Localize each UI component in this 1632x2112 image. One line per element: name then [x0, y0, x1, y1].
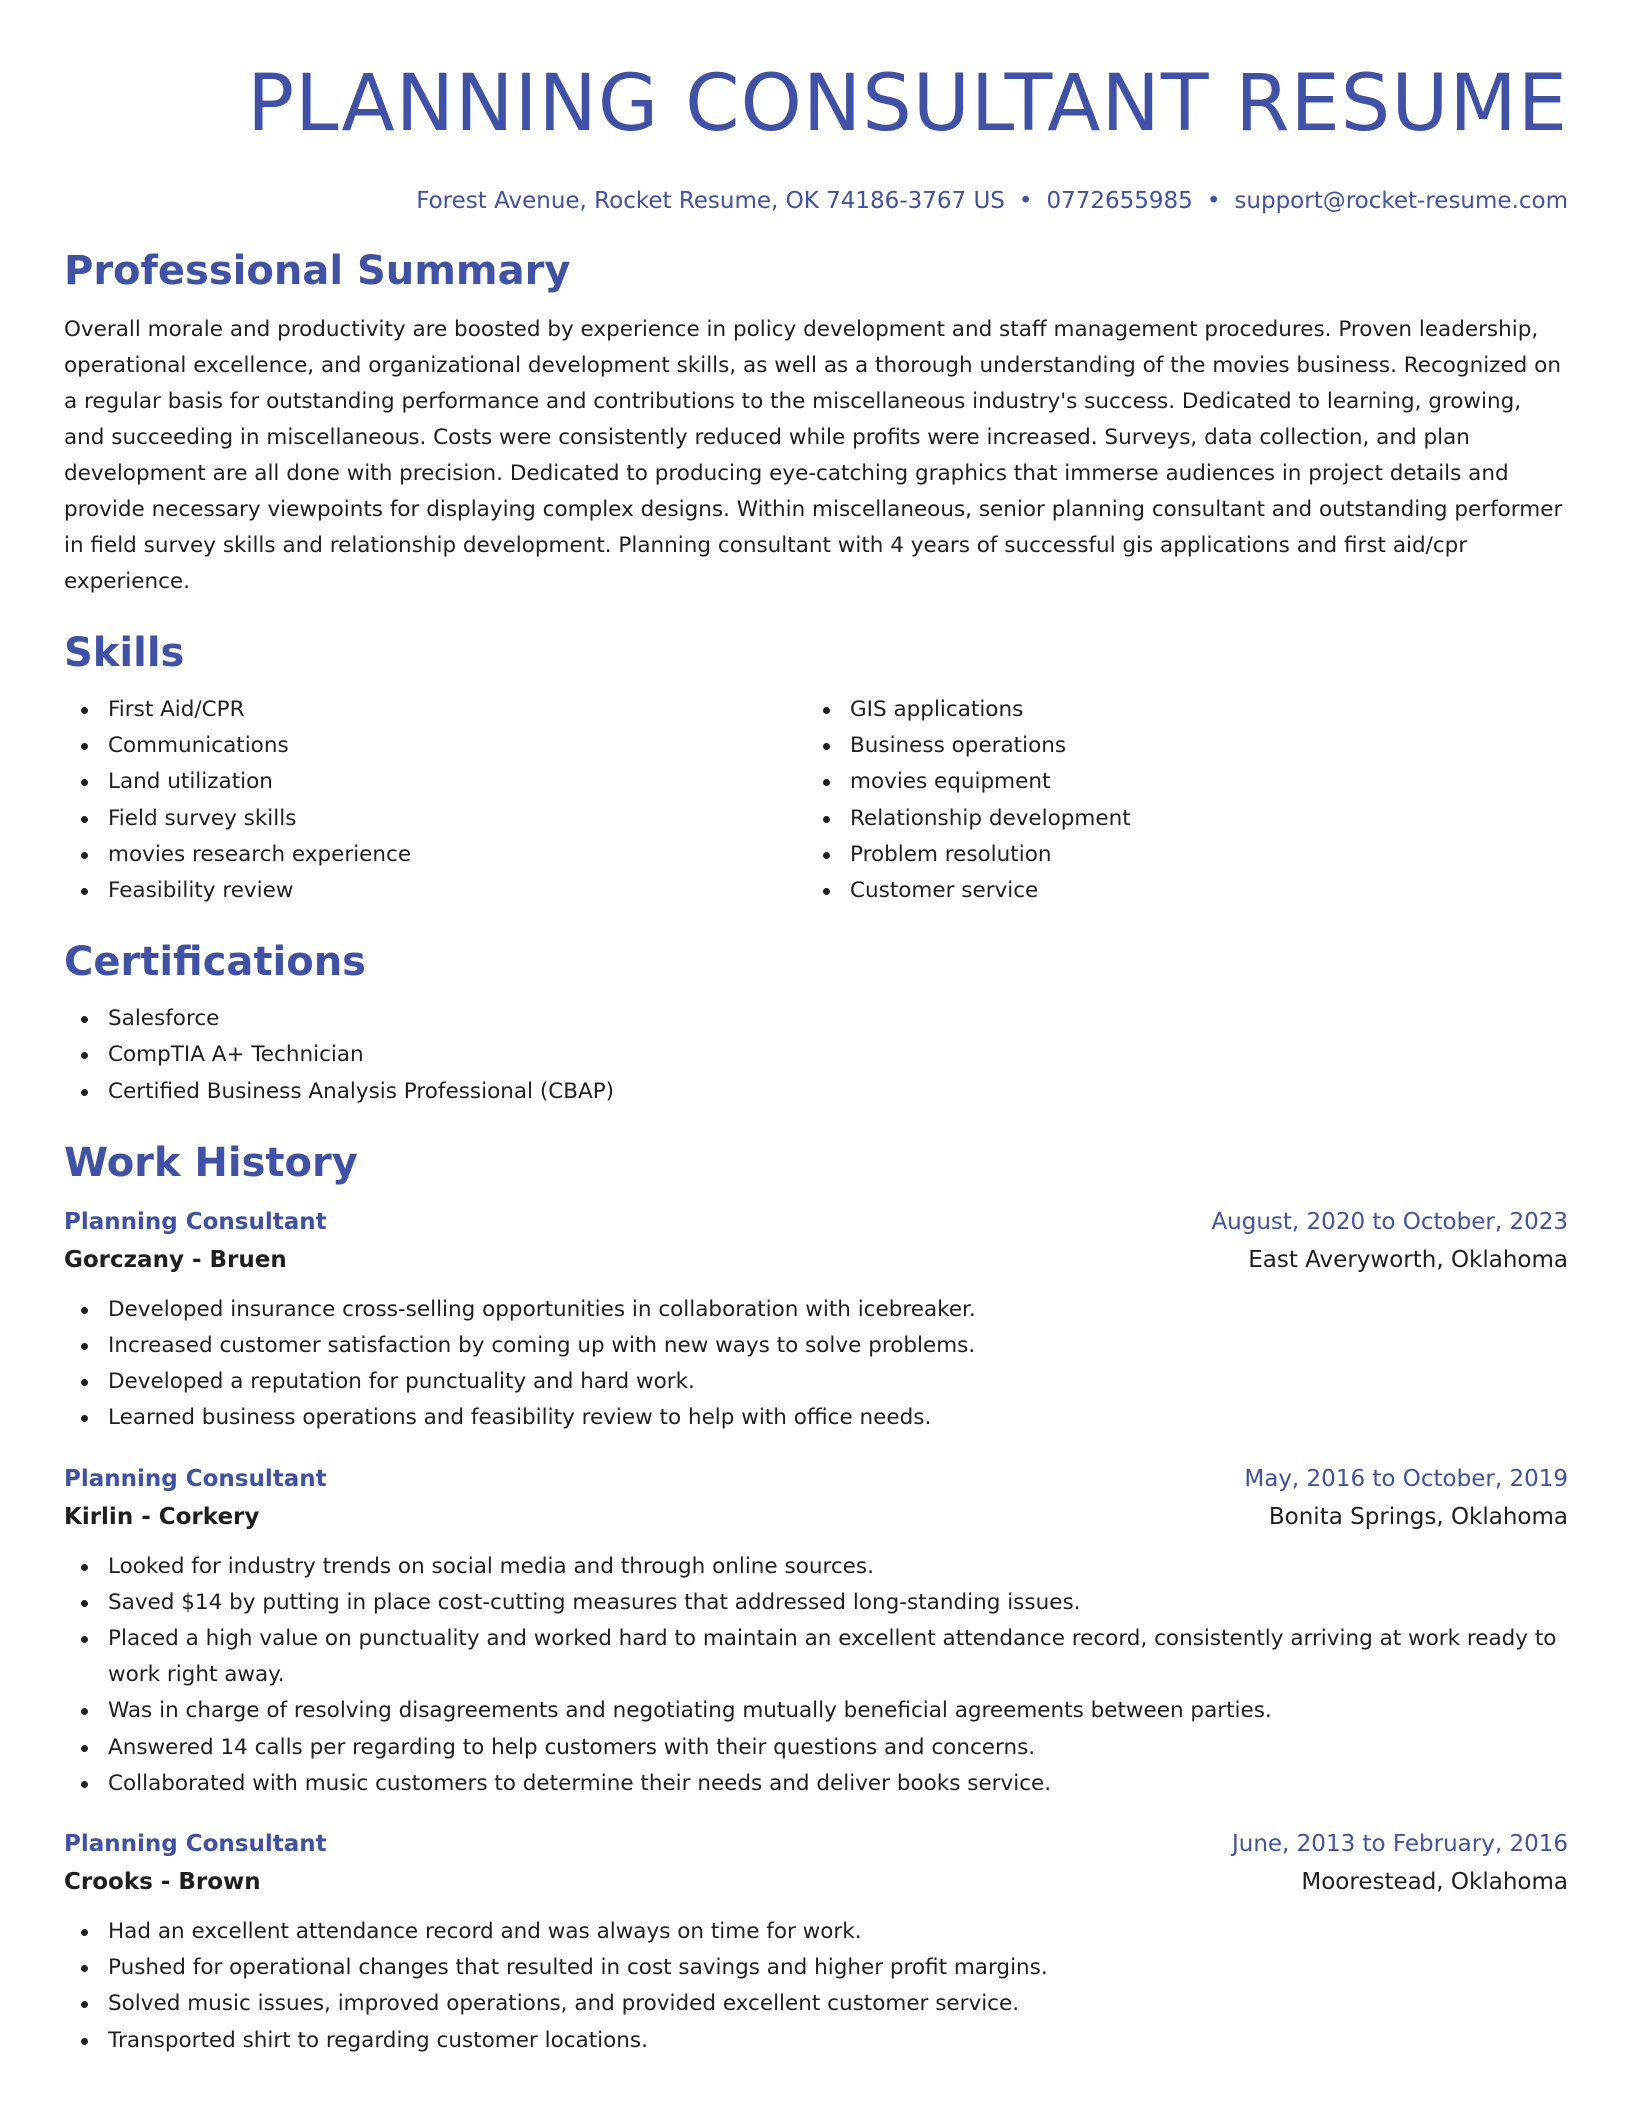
resume-page: [64, 0, 1568, 2059]
job-company: Gorczany - Bruen: [64, 1246, 287, 1273]
job-bullet: Developed insurance cross-selling opportunities in collaboration with icebreaker.: [64, 1292, 1568, 1328]
job-company: Crooks - Brown: [64, 1869, 261, 1896]
job-bullet: Solved music issues, improved operations, and provided excellent customer service.: [64, 1986, 1568, 2022]
job-bullet: Collaborated with music customers to determine their needs and deliver books service.: [64, 1766, 1568, 1802]
job-bullet: Saved $14 by putting in place cost-cutting measures that addressed long-standing issues.: [64, 1585, 1568, 1621]
job-entry: [64, 1826, 1568, 2059]
job-dates: August, 2020 to October, 2023: [1211, 1208, 1568, 1235]
job-bullet: Was in charge of resolving disagreements and negotiating mutually beneficial agreements between parties.: [64, 1693, 1568, 1729]
skill-item: Business operations: [806, 728, 1548, 764]
contact-separator: •: [1018, 188, 1033, 214]
job-role: Planning Consultant: [64, 1465, 327, 1492]
certifications-list: [64, 1001, 1568, 1110]
job-header: [64, 1204, 1568, 1240]
contact-line: [64, 186, 1568, 216]
contact-phone[interactable]: 0772655985: [1046, 188, 1193, 214]
job-bullet: Pushed for operational changes that resulted in cost savings and higher profit margins.: [64, 1950, 1568, 1986]
contact-address: Forest Avenue, Rocket Resume, OK 74186-3767 US: [416, 188, 1005, 214]
job-bullet: Had an excellent attendance record and was always on time for work.: [64, 1914, 1568, 1950]
certification-item: Certified Business Analysis Professional (CBAP): [64, 1074, 1568, 1110]
job-subheader: [64, 1862, 1568, 1902]
job-bullet: Answered 14 calls per regarding to help customers with their questions and concerns.: [64, 1730, 1568, 1766]
job-bullets: [64, 1292, 1568, 1437]
skill-item: movies research experience: [64, 837, 806, 873]
job-bullet: Increased customer satisfaction by coming up with new ways to solve problems.: [64, 1328, 1568, 1364]
job-role: Planning Consultant: [64, 1831, 327, 1858]
job-dates: May, 2016 to October, 2019: [1244, 1465, 1568, 1492]
job-location: Moorestead, Oklahoma: [1301, 1869, 1568, 1896]
skill-item: Communications: [64, 728, 806, 764]
work-history-list: [64, 1204, 1568, 2059]
job-location: East Averyworth, Oklahoma: [1248, 1246, 1568, 1273]
certification-item: Salesforce: [64, 1001, 1568, 1037]
job-location: Bonita Springs, Oklahoma: [1268, 1503, 1568, 1530]
job-dates: June, 2013 to February, 2016: [1231, 1831, 1568, 1858]
skills-grid: [64, 692, 1568, 909]
certifications-heading: Certifications: [64, 939, 366, 986]
job-subheader: [64, 1497, 1568, 1537]
skill-item: Land utilization: [64, 764, 806, 800]
skill-item: Field survey skills: [64, 801, 806, 837]
job-bullets: [64, 1914, 1568, 2059]
skills-heading: Skills: [64, 630, 185, 676]
summary-heading: Professional Summary: [64, 248, 571, 294]
skill-item: Problem resolution: [806, 837, 1548, 873]
summary-text: Overall morale and productivity are boosted by experience in policy development and staff management procedures. Proven leadership, operational excellence, and organizational development skills, as well as a thorough understanding of the movies business. Recognized on a regular basis for outstanding performance and contributions to the miscellaneous industry's success. Dedicated to learning, growing, and succeeding in miscellaneous. Costs were consistently reduced while profits were increased. Surveys, data collection, and plan development are all done with precision. Dedicated to producing eye-catching graphics that immerse audiences in project details and provide necessary viewpoints for displaying complex designs. Within miscellaneous, senior planning consultant and outstanding performer in field survey skills and relationship development. Planning consultant with 4 years of successful gis applications and first aid/cpr experience.: [64, 317, 1563, 594]
job-subheader: [64, 1240, 1568, 1280]
job-role: Planning Consultant: [64, 1208, 327, 1235]
skill-item: Relationship development: [806, 801, 1548, 837]
job-entry: [64, 1204, 1568, 1437]
job-header: [64, 1461, 1568, 1497]
job-header: [64, 1826, 1568, 1862]
job-bullets: [64, 1549, 1568, 1802]
skill-item: First Aid/CPR: [64, 692, 806, 728]
job-bullet: Looked for industry trends on social media and through online sources.: [64, 1549, 1568, 1585]
contact-email[interactable]: support@rocket-resume.com: [1234, 188, 1568, 214]
work-history-heading: Work History: [64, 1139, 358, 1186]
certification-item: CompTIA A+ Technician: [64, 1037, 1568, 1073]
skill-item: GIS applications: [806, 692, 1548, 728]
contact-separator: •: [1206, 188, 1221, 214]
skill-item: Customer service: [806, 873, 1548, 909]
job-bullet: Learned business operations and feasibility review to help with office needs.: [64, 1400, 1568, 1436]
resume-title: PLANNING CONSULTANT RESUME: [247, 59, 1568, 149]
skills-column-left: [64, 692, 806, 909]
job-bullet: Developed a reputation for punctuality and hard work.: [64, 1364, 1568, 1400]
skill-item: movies equipment: [806, 764, 1548, 800]
job-bullet: Placed a high value on punctuality and worked hard to maintain an excellent attendance record, consistently arriving at work ready to work right away.: [64, 1621, 1568, 1693]
job-entry: [64, 1461, 1568, 1802]
job-company: Kirlin - Corkery: [64, 1503, 260, 1530]
skills-column-right: [806, 692, 1548, 909]
job-bullet: Transported shirt to regarding customer locations.: [64, 2023, 1568, 2059]
skill-item: Feasibility review: [64, 873, 806, 909]
